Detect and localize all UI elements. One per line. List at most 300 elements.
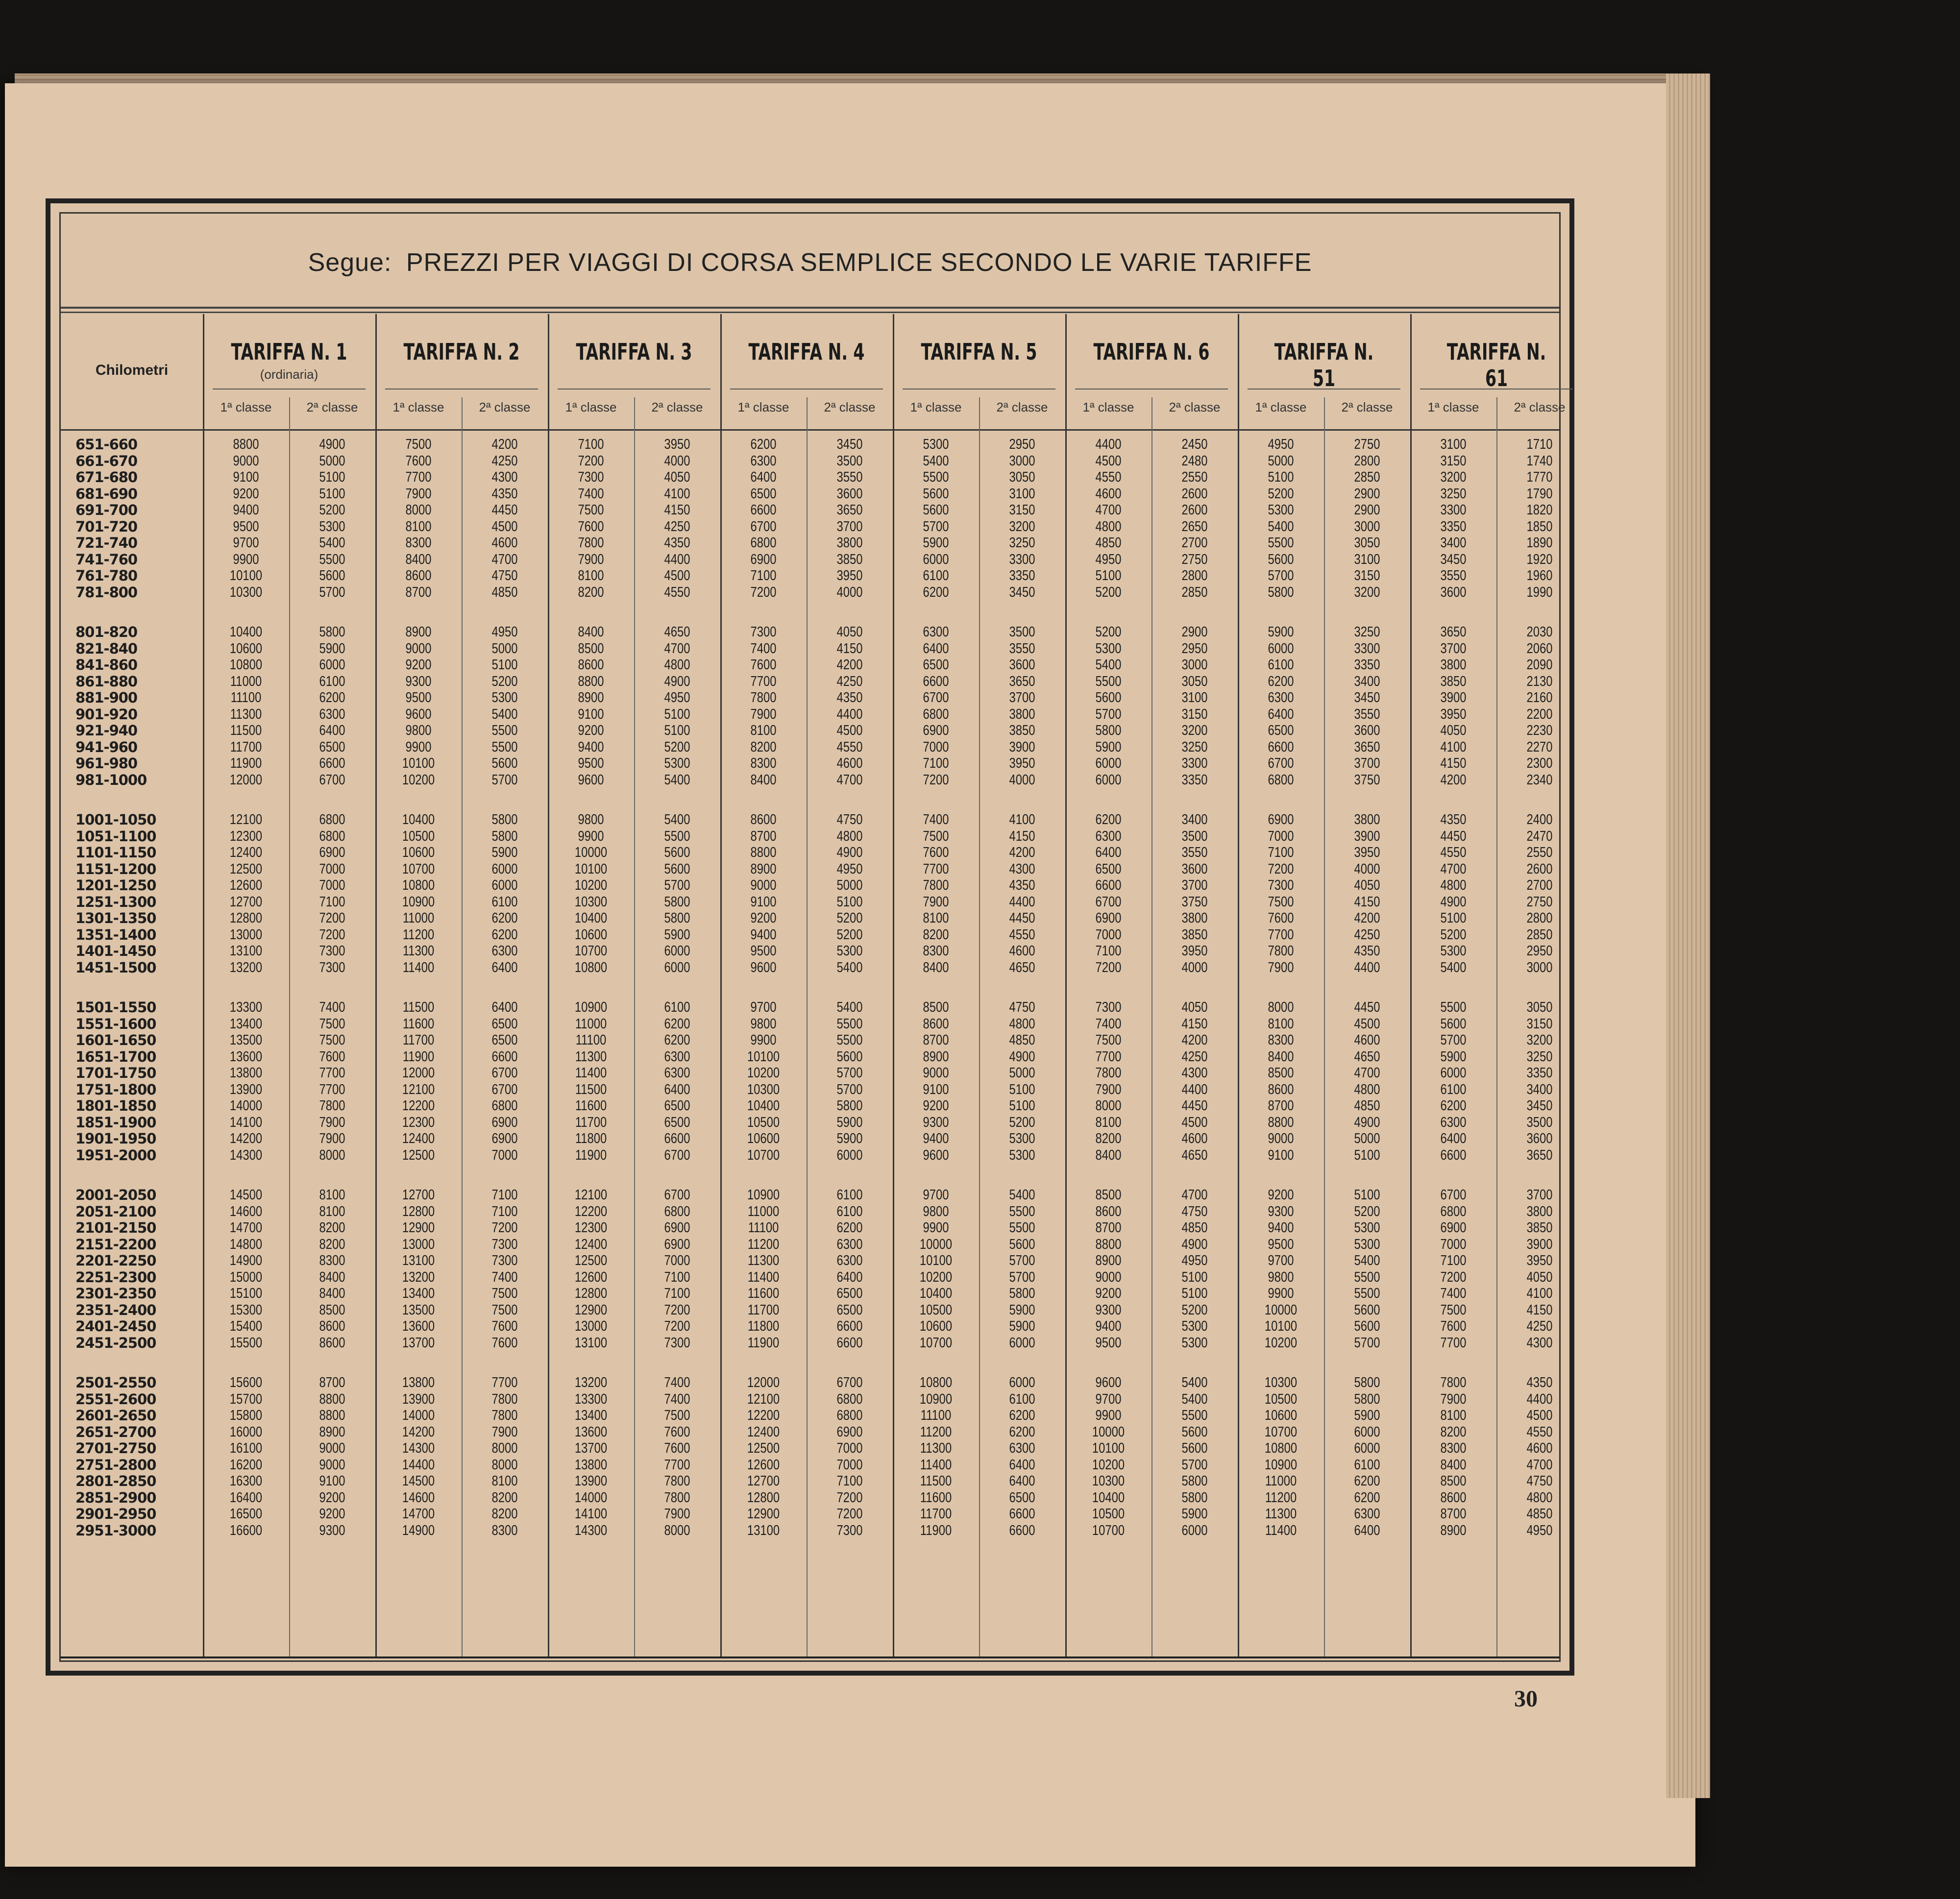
price-cell: 9000 [233, 453, 259, 469]
price-cell: 6100 [491, 894, 518, 910]
km-range: 821-840 [75, 640, 138, 657]
price-cell: 3650 [1440, 624, 1467, 640]
price-cell: 7000 [1268, 828, 1294, 844]
price-cell: 3950 [836, 568, 863, 584]
price-cell: 7600 [491, 1335, 518, 1351]
price-cell: 5900 [1009, 1302, 1035, 1318]
price-cell: 4100 [1440, 739, 1467, 755]
price-cell: 4700 [1440, 861, 1467, 877]
price-cell: 9500 [405, 690, 432, 706]
price-cell: 7500 [491, 1286, 518, 1301]
table-row [61, 1408, 1559, 1424]
price-cell: 6000 [1268, 640, 1294, 657]
price-cell: 9500 [578, 755, 604, 771]
price-cell: 15100 [229, 1286, 263, 1301]
price-cell: 7300 [836, 1522, 863, 1538]
price-cell: 7400 [319, 999, 345, 1015]
km-range: 2401-2450 [75, 1318, 156, 1335]
table-row [61, 960, 1559, 976]
price-cell: 3600 [1181, 861, 1208, 877]
price-cell: 6700 [923, 690, 949, 706]
price-cell: 4200 [1009, 845, 1035, 860]
price-cell: 3950 [1440, 706, 1467, 722]
table-row [61, 877, 1559, 894]
price-cell: 3250 [1354, 624, 1380, 640]
price-cell: 6400 [923, 640, 949, 657]
price-cell: 3900 [1440, 690, 1467, 706]
table-row [61, 1220, 1559, 1236]
price-cell: 8100 [578, 568, 604, 584]
price-cell: 6000 [319, 657, 345, 673]
tariff-table-frame [46, 198, 1574, 1676]
km-range: 2051-2100 [75, 1203, 156, 1220]
price-cell: 4950 [1181, 1253, 1208, 1268]
price-cell: 8300 [319, 1253, 345, 1268]
price-cell: 13500 [229, 1032, 263, 1048]
price-cell: 5800 [664, 894, 690, 910]
price-cell: 13100 [574, 1335, 608, 1351]
price-cell: 9900 [750, 1032, 777, 1048]
price-cell: 4550 [664, 584, 690, 600]
price-cell: 5300 [1181, 1335, 1208, 1351]
km-range: 2801-2850 [75, 1473, 156, 1489]
table-bottom-rule [61, 1656, 1559, 1658]
price-cell: 8600 [750, 812, 777, 828]
price-cell: 12900 [574, 1302, 608, 1318]
price-cell: 4000 [836, 584, 863, 600]
price-cell: 4850 [1526, 1506, 1553, 1522]
price-cell: 5700 [1440, 1032, 1467, 1048]
price-cell: 8800 [319, 1408, 345, 1423]
price-cell: 5600 [836, 1048, 863, 1065]
km-range: 1301-1350 [75, 910, 156, 926]
price-cell: 3100 [1181, 690, 1208, 706]
price-cell: 9300 [405, 673, 432, 689]
price-cell: 7900 [405, 486, 432, 502]
price-cell: 14700 [229, 1220, 263, 1236]
price-cell: 4150 [1526, 1302, 1553, 1318]
price-cell: 14600 [402, 1489, 435, 1506]
price-cell: 8100 [750, 723, 777, 738]
price-cell: 7400 [750, 640, 777, 657]
price-cell: 3550 [1440, 568, 1467, 584]
price-cell: 3300 [1181, 755, 1208, 771]
price-cell: 9200 [750, 910, 777, 926]
price-cell: 3250 [1181, 739, 1208, 755]
table-row [61, 1065, 1559, 1081]
price-cell: 5100 [1009, 1098, 1035, 1114]
price-cell: 3700 [1526, 1187, 1553, 1203]
price-cell: 3950 [1354, 845, 1380, 860]
price-cell: 8700 [1095, 1220, 1122, 1236]
table-row [61, 641, 1559, 657]
km-range: 1901-1950 [75, 1130, 156, 1147]
price-cell: 6300 [664, 1065, 690, 1081]
price-cell: 4250 [664, 518, 690, 535]
price-cell: 7300 [1268, 877, 1294, 893]
price-cell: 13100 [229, 943, 263, 959]
km-range: 1951-2000 [75, 1146, 156, 1164]
price-cell: 6500 [750, 486, 777, 502]
price-cell: 4600 [1526, 1440, 1553, 1456]
price-cell: 10100 [574, 861, 608, 877]
price-cell: 1790 [1526, 486, 1553, 502]
price-cell: 6400 [491, 959, 518, 975]
price-cell: 4050 [1440, 723, 1467, 738]
price-cell: 5500 [1268, 535, 1294, 551]
price-cell: 2600 [1181, 502, 1208, 518]
km-range: 1001-1050 [75, 811, 156, 828]
price-cell: 6700 [491, 1065, 518, 1081]
price-cell: 4550 [1095, 469, 1122, 485]
price-cell: 10000 [574, 845, 608, 860]
price-cell: 6800 [319, 828, 345, 844]
km-range: 2201-2250 [75, 1252, 156, 1269]
title-text: PREZZI PER VIAGGI DI CORSA SEMPLICE SECONDO LE VARIE TARIFFE [406, 248, 1312, 277]
km-range: 941-960 [75, 738, 138, 755]
price-cell: 7800 [319, 1098, 345, 1114]
price-cell: 10800 [919, 1375, 953, 1390]
price-cell: 5600 [1268, 551, 1294, 567]
price-cell: 4400 [836, 706, 863, 722]
price-cell: 7600 [1440, 1318, 1467, 1334]
price-cell: 4100 [1526, 1286, 1553, 1301]
price-cell: 6200 [491, 910, 518, 926]
price-cell: 7600 [923, 845, 949, 860]
price-cell: 14000 [574, 1489, 608, 1506]
price-cell: 7500 [923, 828, 949, 844]
class-column-rule [289, 397, 290, 1656]
price-cell: 4400 [1526, 1391, 1553, 1407]
price-cell: 3300 [1440, 502, 1467, 518]
km-range: 1751-1800 [75, 1081, 156, 1098]
price-cell: 2130 [1526, 673, 1553, 689]
price-cell: 2750 [1526, 894, 1553, 910]
price-cell: 9700 [750, 999, 777, 1015]
table-row [61, 1098, 1559, 1114]
price-cell: 5200 [836, 926, 863, 943]
price-cell: 2200 [1526, 706, 1553, 722]
price-cell: 5100 [491, 657, 518, 673]
price-cell: 7300 [578, 469, 604, 485]
price-cell: 11500 [575, 1081, 607, 1097]
price-cell: 3900 [1526, 1236, 1553, 1252]
price-cell: 12400 [229, 845, 263, 860]
price-cell: 8600 [923, 1016, 949, 1032]
column-rule [1238, 314, 1239, 1656]
price-cell: 7800 [923, 877, 949, 893]
price-cell: 7500 [405, 437, 432, 452]
km-range: 1851-1900 [75, 1114, 156, 1131]
price-cell: 6400 [836, 1269, 863, 1285]
price-cell: 3950 [664, 437, 690, 452]
price-cell: 3050 [1354, 535, 1380, 551]
price-cell: 3450 [1354, 690, 1380, 706]
table-row [61, 1253, 1559, 1269]
class-divider [385, 389, 538, 390]
price-cell: 9200 [1268, 1187, 1294, 1203]
price-cell: 5000 [1009, 1065, 1035, 1081]
price-cell: 6500 [491, 1032, 518, 1048]
price-cell: 6000 [1009, 1335, 1035, 1351]
price-cell: 4500 [1526, 1408, 1553, 1423]
km-range: 651-660 [75, 436, 138, 453]
price-cell: 12800 [747, 1489, 780, 1506]
table-row [61, 1082, 1559, 1098]
price-cell: 1960 [1526, 568, 1553, 584]
price-cell: 6400 [1268, 706, 1294, 722]
price-cell: 10700 [1264, 1424, 1298, 1440]
table-title [61, 248, 1559, 287]
price-cell: 4850 [1009, 1032, 1035, 1048]
price-cell: 4250 [1181, 1048, 1208, 1065]
price-cell: 5400 [1181, 1391, 1208, 1407]
price-cell: 5600 [1181, 1440, 1208, 1456]
second-class-header: 2ª classe [996, 400, 1048, 414]
table-row [61, 486, 1559, 502]
price-cell: 9800 [1268, 1269, 1294, 1285]
price-cell: 3950 [1009, 755, 1035, 771]
class-column-rule [979, 397, 980, 1656]
price-cell: 5800 [491, 812, 518, 828]
price-cell: 5900 [836, 1114, 863, 1130]
price-cell: 11000 [402, 910, 435, 926]
price-cell: 16100 [229, 1440, 263, 1456]
price-cell: 5700 [836, 1065, 863, 1081]
price-cell: 12700 [747, 1473, 780, 1489]
price-cell: 5200 [1354, 1203, 1380, 1219]
price-cell: 6100 [1009, 1391, 1035, 1407]
price-cell: 7200 [1095, 959, 1122, 975]
km-range: 1601-1650 [75, 1032, 156, 1048]
price-cell: 3050 [1181, 673, 1208, 689]
price-cell: 7900 [578, 551, 604, 567]
price-cell: 10600 [229, 640, 263, 657]
price-cell: 8600 [319, 1335, 345, 1351]
price-cell: 6100 [836, 1203, 863, 1219]
price-cell: 12100 [747, 1391, 780, 1407]
price-cell: 2900 [1354, 502, 1380, 518]
price-cell: 8300 [491, 1522, 518, 1538]
price-cell: 13200 [229, 959, 263, 975]
price-cell: 12100 [402, 1081, 435, 1097]
price-cell: 7200 [750, 584, 777, 600]
price-cell: 4200 [836, 657, 863, 673]
price-cell: 2900 [1354, 486, 1380, 502]
price-cell: 4150 [1009, 828, 1035, 844]
price-cell: 8300 [1440, 1440, 1467, 1456]
table-row [61, 1473, 1559, 1489]
price-cell: 6100 [1268, 657, 1294, 673]
price-cell: 5100 [1354, 1187, 1380, 1203]
price-cell: 4350 [491, 486, 518, 502]
tariff-name: TARIFFA N. 4 [748, 339, 865, 365]
price-cell: 4500 [1095, 453, 1122, 469]
price-cell: 12300 [402, 1114, 435, 1130]
km-range: 671-680 [75, 469, 138, 486]
price-cell: 9200 [319, 1506, 345, 1522]
price-cell: 5800 [491, 828, 518, 844]
price-cell: 3800 [1354, 812, 1380, 828]
price-cell: 7100 [491, 1187, 518, 1203]
price-cell: 2850 [1526, 926, 1553, 943]
table-row [61, 1187, 1559, 1203]
price-cell: 3250 [1526, 1048, 1553, 1065]
price-cell: 8900 [405, 624, 432, 640]
km-range: 2901-2950 [75, 1506, 156, 1522]
price-cell: 4600 [1095, 486, 1122, 502]
price-cell: 4900 [664, 673, 690, 689]
price-cell: 5300 [1354, 1236, 1380, 1252]
price-cell: 9100 [1268, 1147, 1294, 1163]
km-range: 2301-2350 [75, 1285, 156, 1302]
price-cell: 13300 [229, 999, 263, 1015]
first-class-header: 1ª classe [1427, 400, 1479, 414]
price-cell: 2030 [1526, 624, 1553, 640]
price-cell: 10400 [919, 1286, 953, 1301]
price-cell: 6800 [836, 1391, 863, 1407]
price-cell: 8300 [1268, 1032, 1294, 1048]
price-cell: 3450 [836, 437, 863, 452]
price-cell: 3550 [1354, 706, 1380, 722]
price-cell: 5900 [1354, 1408, 1380, 1423]
price-cell: 5800 [319, 624, 345, 640]
price-cell: 6000 [1095, 755, 1122, 771]
price-cell: 10100 [919, 1253, 953, 1268]
price-cell: 9000 [1268, 1131, 1294, 1146]
price-cell: 3200 [1009, 518, 1035, 535]
price-cell: 15600 [229, 1375, 263, 1390]
price-cell: 5500 [319, 551, 345, 567]
price-cell: 6600 [1009, 1506, 1035, 1522]
price-cell: 4150 [1354, 894, 1380, 910]
price-cell: 12600 [747, 1457, 780, 1473]
price-cell: 3000 [1009, 453, 1035, 469]
class-divider [903, 389, 1055, 390]
table-row [61, 943, 1559, 959]
price-cell: 4550 [1009, 926, 1035, 943]
price-cell: 5100 [319, 486, 345, 502]
price-cell: 9900 [1095, 1408, 1122, 1423]
class-column-rule [807, 397, 808, 1656]
table-row [61, 1506, 1559, 1522]
km-range: 1801-1850 [75, 1097, 156, 1114]
price-cell: 11300 [747, 1253, 780, 1268]
price-cell: 12800 [574, 1286, 608, 1301]
price-cell: 4150 [1181, 1016, 1208, 1032]
price-cell: 4700 [1526, 1457, 1553, 1473]
price-cell: 3650 [836, 502, 863, 518]
price-cell: 4000 [1354, 861, 1380, 877]
price-cell: 6100 [1354, 1457, 1380, 1473]
second-class-header: 2ª classe [651, 400, 703, 414]
price-cell: 10600 [919, 1318, 953, 1334]
price-cell: 9400 [578, 739, 604, 755]
price-cell: 4800 [1354, 1081, 1380, 1097]
price-cell: 11600 [747, 1286, 780, 1301]
price-cell: 12500 [574, 1253, 608, 1268]
class-column-rule [1496, 397, 1497, 1656]
price-cell: 6200 [836, 1220, 863, 1236]
price-cell: 10800 [574, 959, 608, 975]
price-cell: 5700 [923, 518, 949, 535]
price-cell: 7000 [836, 1440, 863, 1456]
table-row [61, 657, 1559, 673]
price-cell: 6000 [923, 551, 949, 567]
price-cell: 10600 [574, 926, 608, 943]
table-row [61, 723, 1559, 739]
price-cell: 4750 [836, 812, 863, 828]
price-cell: 3350 [1354, 657, 1380, 673]
price-cell: 7800 [664, 1489, 690, 1506]
price-cell: 5400 [1009, 1187, 1035, 1203]
price-cell: 13800 [229, 1065, 263, 1081]
price-cell: 6700 [664, 1147, 690, 1163]
price-cell: 11400 [402, 959, 435, 975]
price-cell: 7400 [923, 812, 949, 828]
price-cell: 7900 [923, 894, 949, 910]
price-cell: 3850 [1181, 926, 1208, 943]
price-cell: 6400 [664, 1081, 690, 1097]
price-cell: 4700 [1181, 1187, 1208, 1203]
km-range: 1451-1500 [75, 959, 156, 976]
price-cell: 8000 [491, 1457, 518, 1473]
price-cell: 14500 [402, 1473, 435, 1489]
price-cell: 12400 [747, 1424, 780, 1440]
price-cell: 4800 [664, 657, 690, 673]
price-cell: 15300 [229, 1302, 263, 1318]
price-cell: 9000 [750, 877, 777, 893]
price-cell: 6300 [319, 706, 345, 722]
price-cell: 6000 [1354, 1440, 1380, 1456]
price-cell: 3150 [1009, 502, 1035, 518]
price-cell: 6300 [491, 943, 518, 959]
price-cell: 6300 [1354, 1506, 1380, 1522]
price-cell: 5700 [1009, 1269, 1035, 1285]
price-cell: 3750 [1181, 894, 1208, 910]
table-row [61, 927, 1559, 943]
price-cell: 6700 [319, 772, 345, 788]
price-cell: 13600 [229, 1048, 263, 1065]
column-rule [203, 314, 204, 1656]
price-cell: 11000 [747, 1203, 780, 1219]
price-cell: 9000 [319, 1440, 345, 1456]
price-cell: 8500 [923, 999, 949, 1015]
price-cell: 9100 [923, 1081, 949, 1097]
km-range: 881-900 [75, 689, 138, 706]
price-cell: 5000 [836, 877, 863, 893]
price-cell: 8100 [1440, 1408, 1467, 1423]
price-cell: 10800 [1264, 1440, 1298, 1456]
table-row [61, 999, 1559, 1016]
price-cell: 5400 [836, 959, 863, 975]
price-cell: 5900 [1181, 1506, 1208, 1522]
price-cell: 2750 [1354, 437, 1380, 452]
price-cell: 5600 [319, 568, 345, 584]
price-cell: 4350 [1354, 943, 1380, 959]
price-cell: 5300 [836, 943, 863, 959]
price-cell: 4300 [1526, 1335, 1553, 1351]
price-cell: 9300 [319, 1522, 345, 1538]
price-cell: 4350 [664, 535, 690, 551]
price-cell: 5400 [664, 772, 690, 788]
price-cell: 5500 [1181, 1408, 1208, 1423]
price-cell: 7100 [319, 894, 345, 910]
price-cell: 4900 [1181, 1236, 1208, 1252]
price-cell: 10100 [1264, 1318, 1298, 1334]
price-cell: 4050 [836, 624, 863, 640]
table-row [61, 519, 1559, 535]
